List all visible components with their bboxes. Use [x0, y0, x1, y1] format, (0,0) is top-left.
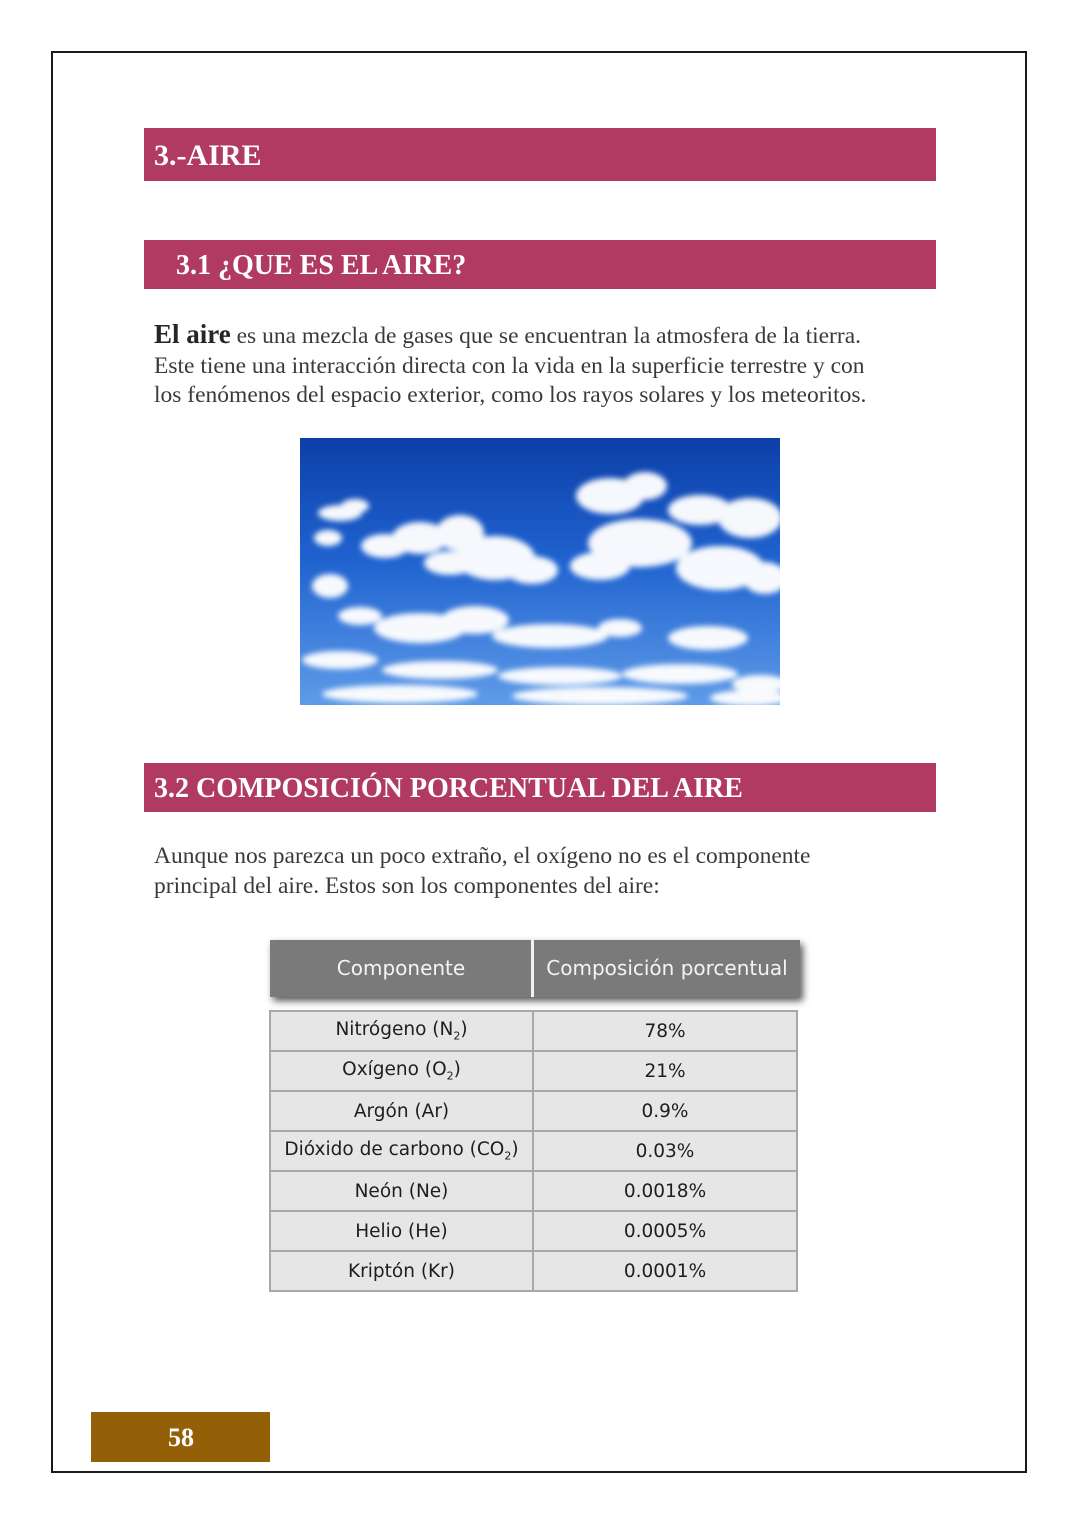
subsection-title-que-es-el-aire: 3.1 ¿QUE ES EL AIRE? [144, 240, 936, 289]
component-name-cell [270, 1251, 533, 1291]
component-name: Dióxido de carbono (CO [284, 1139, 505, 1161]
component-name-cell [270, 1011, 533, 1051]
component-percentage: 0.9% [533, 1091, 797, 1131]
table-row [270, 1171, 797, 1211]
component-subscript: 2 [504, 1149, 512, 1163]
component-name-cell [270, 1171, 533, 1211]
composition-paragraph [154, 842, 944, 901]
component-percentage: 0.0018% [533, 1171, 797, 1211]
intro-lead: El aire [154, 319, 231, 349]
page-number: 58 [91, 1412, 270, 1462]
component-percentage: 78% [533, 1011, 797, 1051]
intro-paragraph [154, 320, 944, 411]
component-name: Oxígeno (O [342, 1059, 447, 1081]
table-header [270, 940, 800, 997]
component-name-cell [270, 1131, 533, 1171]
table-row [270, 1131, 797, 1171]
component-name-cell [270, 1211, 533, 1251]
intro-line-1-rest: es una mezcla de gases que se encuentran la atmosfera de la tierra. [230, 323, 862, 349]
component-name: Argón (Ar) [353, 1100, 450, 1122]
component-name-cell [270, 1091, 533, 1131]
component-subscript: 2 [446, 1069, 454, 1083]
subsection-title-composicion: 3.2 COMPOSICIÓN PORCENTUAL DEL AIRE [144, 763, 936, 812]
component-name: Nitrógeno (N [335, 1019, 454, 1041]
table-row [270, 1091, 797, 1131]
intro-line-1 [154, 320, 944, 352]
component-suffix: ) [460, 1019, 468, 1041]
component-percentage: 21% [533, 1051, 797, 1091]
table-row [270, 1211, 797, 1251]
table-row [270, 1011, 797, 1051]
component-name: Kriptón (Kr) [348, 1260, 455, 1282]
component-subscript: 2 [453, 1029, 461, 1043]
intro-line-3: los fenómenos del espacio exterior, como los rayos solares y los meteoritos. [154, 382, 867, 408]
header-componente: Componente [336, 956, 466, 980]
table-row [270, 1051, 797, 1091]
composition-line-1: Aunque nos parezca un poco extraño, el oxígeno no es el componente [154, 843, 811, 869]
intro-line-2: Este tiene una interacción directa con la vida en la superficie terrestre y con [154, 352, 865, 379]
header-composicion-porcentual: Composición porcentual [546, 956, 788, 980]
component-percentage: 0.03% [533, 1131, 797, 1171]
table-row [270, 1251, 797, 1291]
composition-table [269, 1010, 798, 1292]
component-name-cell [270, 1051, 533, 1091]
component-percentage: 0.0001% [533, 1251, 797, 1291]
component-name: Helio (He) [355, 1220, 448, 1242]
section-title-aire: 3.-AIRE [144, 128, 936, 181]
component-suffix: ) [453, 1059, 461, 1081]
sky-clouds-image [300, 438, 780, 705]
composition-line-2: principal del aire. Estos son los componentes del aire: [154, 872, 660, 899]
component-suffix: ) [511, 1139, 519, 1161]
component-percentage: 0.0005% [533, 1211, 797, 1251]
component-name: Neón (Ne) [354, 1180, 449, 1202]
